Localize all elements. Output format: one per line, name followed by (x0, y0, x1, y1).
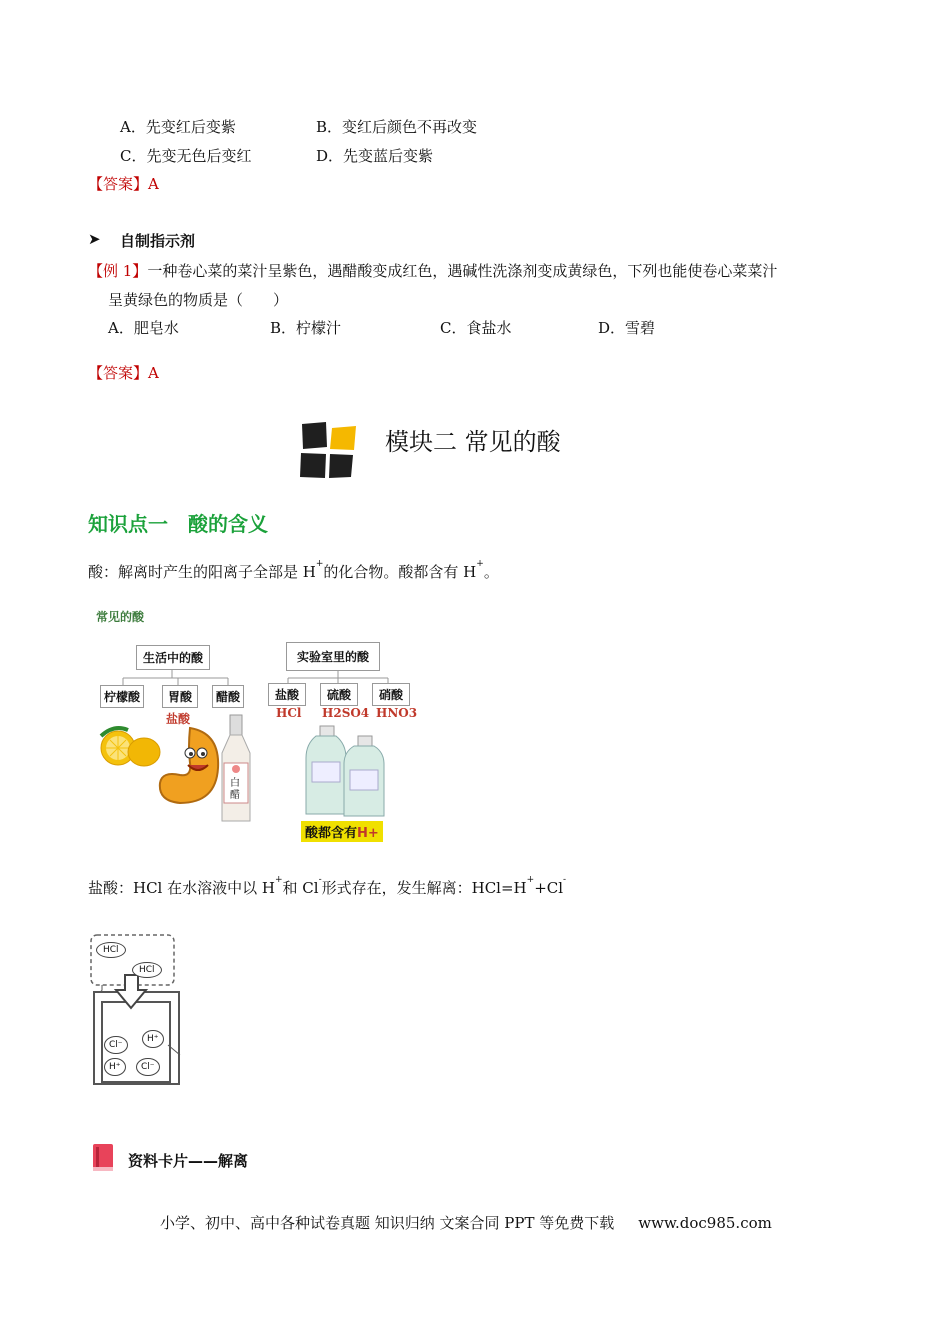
footer-promo: 小学、初中、高中各种试卷真题 知识归纳 文案合同 PPT 等免费下载 (160, 1214, 615, 1232)
life-acid-box: 生活中的酸 (136, 645, 210, 670)
caption-pre: 酸都含有 (305, 826, 358, 841)
lab-item-hno3: 硝酸 (372, 683, 410, 706)
example-question (88, 260, 777, 281)
hcl-pre: 盐酸：HCl 在水溶液中以 H (88, 879, 275, 897)
ion-h-1: H⁺ (142, 1030, 164, 1048)
common-acids-figure (88, 598, 428, 848)
formula-hcl: HCl (276, 706, 302, 720)
example-answer-bracket: 【答案】 (88, 364, 149, 382)
ex-option-b: B．柠檬汁 (270, 319, 342, 337)
footer-url[interactable]: www.doc985.com (638, 1214, 772, 1232)
caption-ion: H+ (357, 826, 379, 841)
hcl-sup4: - (563, 875, 567, 885)
ion-h-2: H⁺ (104, 1058, 126, 1076)
molecule-hcl-2: HCl (132, 962, 162, 978)
figure-caption (301, 821, 383, 842)
option-b: B．变红后颜色不再改变 (316, 118, 478, 136)
definition-mid: 的化合物。酸都含有 H (323, 563, 477, 581)
example-answer-value: A (148, 364, 159, 382)
book-icon (90, 1143, 116, 1173)
ex-option-a: A．肥皂水 (108, 319, 179, 337)
section-bullet: ➤ (88, 230, 101, 248)
option-d: D．先变蓝后变紫 (316, 147, 434, 165)
definition-sup: + (315, 559, 324, 569)
reagent-bottles-icon (302, 722, 392, 818)
section-heading: 自制指示剂 (120, 232, 196, 250)
vinegar-bottle-icon (216, 713, 256, 825)
stomach-label: 盐酸 (166, 712, 191, 726)
knowledge-heading: 知识点一 酸的含义 (88, 512, 268, 536)
hcl-sup3: + (526, 875, 535, 885)
footer-text (160, 1212, 772, 1233)
definition-pre: 酸：解离时产生的阳离子全部是 H (88, 563, 316, 581)
hcl-sup2: - (318, 875, 322, 885)
question-line-1: 一种卷心菜的菜汁呈紫色，遇醋酸变成红色，遇碱性洗涤剂变成黄绿色，下列也能使卷心菜菜汁 (147, 262, 778, 280)
hcl-mid1: 和 Cl (282, 879, 319, 897)
ion-cl-2: Cl⁻ (136, 1058, 160, 1076)
ex-option-d: D．雪碧 (598, 319, 656, 337)
lab-item-h2so4: 硫酸 (320, 683, 358, 706)
figure-title: 常见的酸 (96, 610, 145, 624)
vinegar-label: 白醋 (230, 778, 240, 801)
ex-option-c: C．食盐水 (440, 319, 512, 337)
example-answer (88, 362, 159, 383)
life-item-gastric: 胃酸 (162, 685, 198, 708)
life-item-acetic: 醋酸 (212, 685, 244, 708)
hcl-mid3: +Cl (534, 879, 564, 897)
option-a: A．先变红后变紫 (120, 118, 236, 136)
hcl-description (88, 877, 566, 898)
question-line-2: 呈黄绿色的物质是（ ） (108, 291, 289, 309)
answer-value: A (148, 175, 159, 193)
option-c: C．先变无色后变红 (120, 147, 252, 165)
formula-h2so4: H2SO4 (322, 706, 370, 720)
module-icon (296, 418, 358, 480)
definition-sup2: + (476, 559, 484, 569)
lab-item-hcl: 盐酸 (268, 683, 306, 706)
molecule-hcl-1: HCl (96, 942, 126, 958)
life-item-citric: 柠檬酸 (100, 685, 144, 708)
acid-definition (88, 561, 499, 582)
hcl-sup1: + (274, 875, 283, 885)
module-title: 模块二 常见的酸 (385, 428, 561, 456)
card-title: 资料卡片——解离 (128, 1152, 249, 1170)
formula-hno3: HNO3 (376, 706, 418, 720)
hcl-mid2: 形式存在，发生解离：HCl=H (321, 879, 527, 897)
definition-end: 。 (483, 563, 499, 581)
example-tag: 【例 1】 (88, 262, 148, 280)
hcl-dissociation-diagram (88, 930, 188, 1090)
ion-cl-1: Cl⁻ (104, 1036, 128, 1054)
answer-label (88, 173, 159, 194)
answer-bracket: 【答案】 (88, 175, 149, 193)
lab-acid-box: 实验室里的酸 (286, 642, 380, 671)
